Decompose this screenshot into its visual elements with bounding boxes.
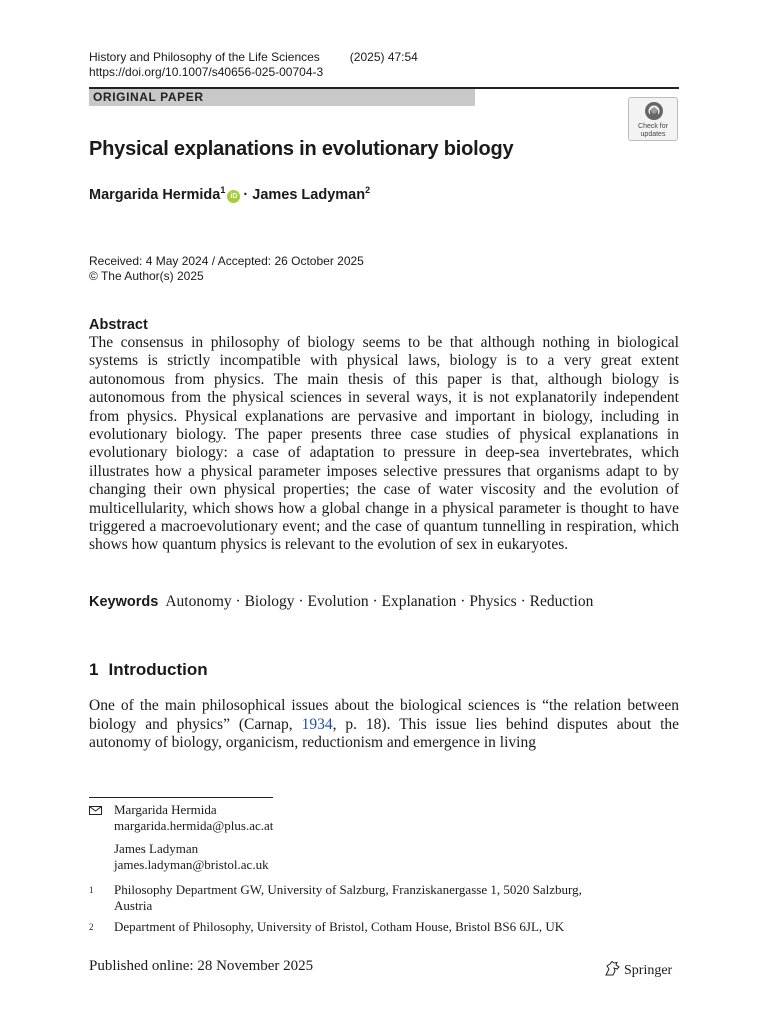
publisher-name: Springer	[624, 963, 673, 978]
affiliation-text: Austria	[114, 898, 153, 913]
contact-name: James Ladyman	[114, 841, 199, 856]
author-name: Margarida Hermida	[89, 186, 221, 203]
section-heading	[89, 660, 208, 680]
keyword: · Explanation	[369, 593, 457, 610]
journal-name: History and Philosophy of the Life Sciences	[89, 50, 320, 64]
received-accepted-dates: Received: 4 May 2024 / Accepted: 26 October 2025	[89, 254, 364, 268]
keyword: · Evolution	[295, 593, 369, 610]
check-updates-label: Check for updates	[638, 123, 668, 138]
journal-header	[89, 50, 418, 80]
section-number: 1	[89, 660, 99, 679]
contact-block	[89, 802, 389, 873]
published-date: Published online: 28 November 2025	[89, 958, 314, 974]
article-dates	[89, 254, 364, 284]
author-list	[89, 185, 370, 203]
affiliation-2	[89, 919, 649, 935]
contact-email[interactable]: james.ladyman@bristol.ac.uk	[114, 857, 269, 872]
intro-text: , p. 18). This issue lies behind disputes about the autonomy of biology, organicism, reductionism and emergence in living	[89, 715, 680, 752]
keyword: Autonomy	[165, 593, 232, 610]
copyright-line: © The Author(s) 2025	[89, 269, 204, 283]
author-name: James Ladyman	[252, 186, 366, 203]
check-updates-icon	[644, 101, 664, 121]
contact-email[interactable]: margarida.hermida@plus.ac.at	[114, 818, 274, 833]
abstract-heading: Abstract	[89, 317, 148, 333]
affiliation-number: 2	[89, 922, 94, 932]
keyword: · Biology	[232, 593, 295, 610]
publisher-logo	[604, 961, 672, 979]
citation-link[interactable]: 1934	[301, 715, 333, 733]
paper-type-label: ORIGINAL PAPER	[89, 89, 475, 106]
author-separator: ·	[243, 186, 249, 203]
author-affiliation-marker: 2	[365, 185, 371, 195]
abstract-body: The consensus in philosophy of biology seems to be that although nothing in biological systems is strictly incompatible with physical laws, biology is to a very great extent autonomous from physics. The main thesis of this paper is that, although biology is autonomous from the physical sciences in several ways, it is not explanatorily independent from physics. Physical explanations are pervasive and important in biology, including in evolutionary biology. The paper presents three case studies of physical explanations in evolutionary biology: a case of adaptation to pressure in deep-sea invertebrates, which illustrates how a physical parameter imposes selective pressures that organisms adapt to by changing their own physical properties; the case of water viscosity and the evolution of multicellularity, which shows how a global change in a physical parameter is thought to have triggered a macroevolutionary event; and the case of quantum tunnelling in respiration, which shows how quantum physics is relevant to the evolution of sex in eukaryotes.	[89, 334, 679, 554]
keyword: · Reduction	[517, 593, 594, 610]
affiliation-1	[89, 882, 649, 914]
paper-title: Physical explanations in evolutionary biology	[89, 138, 514, 160]
footnote-rule	[89, 797, 273, 798]
intro-paragraph	[89, 697, 679, 753]
keywords-heading: Keywords	[89, 594, 159, 610]
affiliation-text: Department of Philosophy, University of Bristol, Cotham House, Bristol BS6 6JL, UK	[114, 919, 565, 934]
orcid-icon[interactable]: iD	[227, 190, 240, 203]
contact-name: Margarida Hermida	[114, 802, 217, 817]
keyword: · Physics	[456, 593, 516, 610]
envelope-icon	[89, 806, 102, 815]
intro-text: One of the main philosophical issues about the biological sciences is “the relation between biology and physics” (Carnap,	[89, 697, 679, 733]
check-for-updates-badge[interactable]	[628, 97, 678, 141]
springer-horse-icon	[604, 961, 621, 976]
affiliation-text: Philosophy Department GW, University of Salzburg, Franziskanergasse 1, 5020 Salzburg,	[114, 882, 582, 897]
author-affiliation-marker: 1	[220, 185, 226, 195]
affiliation-number: 1	[89, 885, 94, 895]
keywords-line	[89, 593, 593, 611]
doi-link[interactable]: https://doi.org/10.1007/s40656-025-00704-3	[89, 65, 324, 79]
section-title: Introduction	[108, 660, 208, 679]
journal-volume: (2025) 47:54	[349, 50, 418, 64]
